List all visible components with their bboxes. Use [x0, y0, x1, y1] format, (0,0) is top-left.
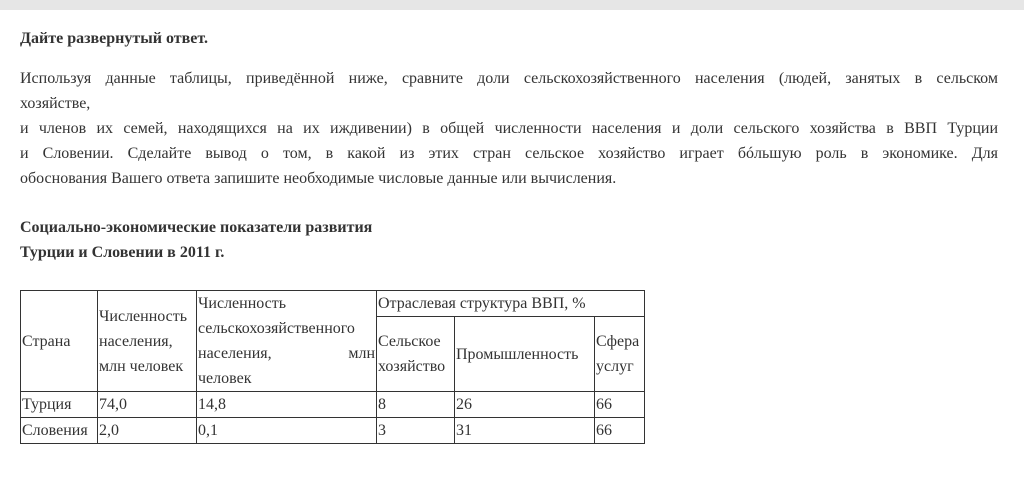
table-row: [21, 392, 645, 418]
task-paragraph: [20, 66, 998, 191]
table-row: [21, 418, 645, 444]
cell-services: 66: [595, 392, 645, 418]
cell-industry: 31: [455, 418, 595, 444]
cell-agri-population: 0,1: [197, 418, 377, 444]
cell-population: 2,0: [98, 418, 197, 444]
header-agri-population: Численность сельскохозяйственного населения, млн человек: [197, 291, 377, 392]
cell-population: 74,0: [98, 392, 197, 418]
cell-industry: 26: [455, 392, 595, 418]
header-gdp-structure: Отраслевая структура ВВП, %: [377, 291, 645, 317]
header-population: Численность населения, млн человек: [98, 291, 197, 392]
paragraph-line: обоснования Вашего ответа запишите необходимые числовые данные или вычисления.: [20, 170, 617, 187]
cell-country: Словения: [21, 418, 98, 444]
task-content: [20, 26, 998, 265]
header-services: Сфера услуг: [595, 317, 645, 392]
indicators-table: [20, 290, 645, 444]
table-title-line: Турции и Словении в 2011 г.: [20, 244, 225, 261]
paragraph-line: и членов их семей, находящихся на их иждивении) в общей численности населения и доли сельского хозяйства в ВВП Турции: [20, 120, 998, 137]
header-country: Страна: [21, 291, 98, 392]
cell-agri-population: 14,8: [197, 392, 377, 418]
paragraph-line: и Словении. Сделайте вывод о том, в какой из этих стран сельское хозяйство играет бóльшую роль в экономике. Для: [20, 145, 998, 162]
table-title-line: Социально-экономические показатели развития: [20, 219, 373, 236]
paragraph-line: Используя данные таблицы, приведённой ниже, сравните доли сельскохозяйственного населения (людей, занятых в сельском: [20, 70, 998, 87]
cell-agriculture: 8: [377, 392, 455, 418]
header-agriculture: Сельское хозяйство: [377, 317, 455, 392]
table-title: [20, 215, 998, 265]
cell-services: 66: [595, 418, 645, 444]
top-bar: [0, 0, 1024, 10]
cell-country: Турция: [21, 392, 98, 418]
header-industry: Промышленность: [455, 317, 595, 392]
table-header-row: [21, 291, 645, 317]
cell-agriculture: 3: [377, 418, 455, 444]
task-heading: Дайте развернутый ответ.: [20, 30, 208, 47]
paragraph-line: хозяйстве,: [20, 95, 91, 112]
